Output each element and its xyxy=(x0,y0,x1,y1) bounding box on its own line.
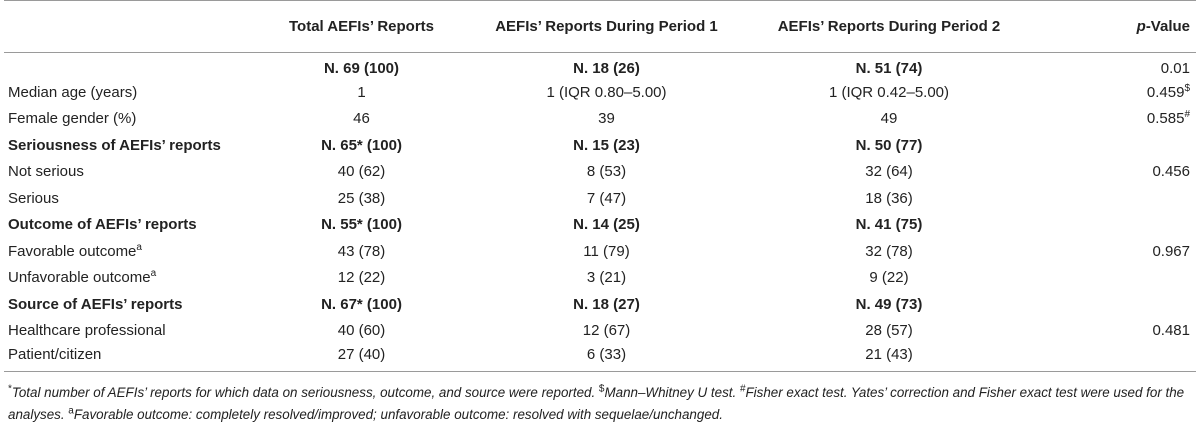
row-label-sup: a xyxy=(136,241,142,253)
header-label xyxy=(4,1,254,53)
cell-total-text: 40 (60) xyxy=(337,322,386,340)
cell-period2 xyxy=(744,132,1034,159)
cell-pvalue-text: 0.456 xyxy=(1152,163,1190,181)
table-row-patient xyxy=(4,344,1196,371)
cell-period2-text: 1 (IQR 0.42–5.00) xyxy=(828,83,950,101)
cell-period2 xyxy=(744,318,1034,345)
cell-period1 xyxy=(469,185,744,212)
cell-pvalue xyxy=(1034,159,1196,186)
cell-total-text: N. 69 (100) xyxy=(323,60,400,77)
header-pvalue xyxy=(1034,1,1196,53)
footnote-a-mark: a xyxy=(68,405,74,417)
row-label xyxy=(4,132,254,159)
row-label-text: Patient/citizen xyxy=(8,346,102,364)
cell-pvalue-text: 0.01 xyxy=(1160,60,1190,77)
row-label-text: Source of AEFIs’ reports xyxy=(8,295,183,313)
cell-total xyxy=(254,238,469,265)
cell-total-text: 40 (62) xyxy=(337,163,386,181)
cell-period2-text: 21 (43) xyxy=(865,346,913,364)
row-label-text: Outcome of AEFIs’ reports xyxy=(8,216,197,234)
cell-period2 xyxy=(744,185,1034,212)
row-label-text: Female gender (%) xyxy=(8,110,137,128)
cell-total-text: N. 67* (100) xyxy=(321,295,402,313)
cell-pvalue xyxy=(1034,79,1196,106)
cell-period2-text: 49 xyxy=(880,110,898,128)
row-label xyxy=(4,185,254,212)
row-label xyxy=(4,106,254,133)
footnote-a-text: Favorable outcome: completely resolved/improved; unfavorable outcome: resolved with sequelae/unchanged. xyxy=(73,406,723,422)
cell-pvalue xyxy=(1034,344,1196,371)
cell-period2-text: 32 (78) xyxy=(865,242,913,260)
cell-period1 xyxy=(469,106,744,133)
cell-period2 xyxy=(744,238,1034,265)
table-row-median-age xyxy=(4,79,1196,106)
cell-total xyxy=(254,106,469,133)
cell-period2-text: 9 (22) xyxy=(869,269,909,287)
cell-period1-text: N. 18 (27) xyxy=(573,295,640,313)
cell-total-text: 46 xyxy=(353,110,370,128)
cell-period1 xyxy=(469,291,744,318)
cell-pvalue xyxy=(1034,185,1196,212)
table-row-total xyxy=(4,53,1196,80)
cell-period1-text: 8 (53) xyxy=(586,163,627,181)
cell-period1-text: 3 (21) xyxy=(586,269,627,287)
cell-period1 xyxy=(469,212,744,239)
row-label-text: Not serious xyxy=(8,163,84,181)
row-label xyxy=(4,212,254,239)
cell-period2-text: N. 49 (73) xyxy=(855,295,923,313)
cell-period2 xyxy=(744,265,1034,292)
cell-period2 xyxy=(744,212,1034,239)
cell-total xyxy=(254,159,469,186)
cell-period1 xyxy=(469,265,744,292)
cell-period1-text: 12 (67) xyxy=(582,322,631,340)
row-label xyxy=(4,159,254,186)
cell-total xyxy=(254,185,469,212)
cell-pvalue-text: 0.459 xyxy=(1146,83,1185,101)
cell-total xyxy=(254,291,469,318)
cell-pvalue-sup: $ xyxy=(1184,82,1190,94)
row-label-sup: a xyxy=(150,268,157,280)
row-label xyxy=(4,238,254,265)
table-row-serious xyxy=(4,185,1196,212)
row-label-text: Healthcare professional xyxy=(8,322,166,340)
table-row-hcp xyxy=(4,318,1196,345)
cell-total-text: 12 (22) xyxy=(337,269,386,287)
cell-period1 xyxy=(469,318,744,345)
table-row-not-serious xyxy=(4,159,1196,186)
table-row-favorable xyxy=(4,238,1196,265)
cell-total-text: 1 xyxy=(357,83,366,101)
table-footnote xyxy=(4,372,1196,426)
row-label xyxy=(4,79,254,106)
cell-period2 xyxy=(744,79,1034,106)
cell-pvalue xyxy=(1034,291,1196,318)
cell-period2 xyxy=(744,344,1034,371)
cell-pvalue-text: 0.481 xyxy=(1152,322,1190,340)
cell-total-text: 43 (78) xyxy=(337,242,386,260)
table-row-unfavorable xyxy=(4,265,1196,292)
cell-total xyxy=(254,53,469,80)
cell-period2 xyxy=(744,291,1034,318)
row-label xyxy=(4,291,254,318)
cell-period1-text: N. 15 (23) xyxy=(573,136,640,154)
cell-period1-text: 39 xyxy=(598,110,615,128)
cell-period1 xyxy=(469,159,744,186)
cell-period2 xyxy=(744,53,1034,80)
header-pvalue-italic: p xyxy=(1136,18,1146,35)
table-row-seriousness xyxy=(4,132,1196,159)
cell-pvalue xyxy=(1034,238,1196,265)
cell-period1-text: N. 14 (25) xyxy=(573,216,640,234)
cell-period1-text: N. 18 (26) xyxy=(573,60,640,77)
cell-period2 xyxy=(744,106,1034,133)
cell-period1-text: 6 (33) xyxy=(586,346,627,364)
cell-total-text: N. 65* (100) xyxy=(321,136,402,154)
cell-period1 xyxy=(469,238,744,265)
header-pvalue-rest: -Value xyxy=(1145,18,1190,35)
cell-total xyxy=(254,79,469,106)
row-label-text: Favorable outcome xyxy=(8,242,137,260)
cell-pvalue-text: 0.967 xyxy=(1152,242,1190,260)
cell-period1 xyxy=(469,344,744,371)
cell-period1 xyxy=(469,132,744,159)
header-total: Total AEFIs’ Reports xyxy=(254,1,469,53)
cell-period2-text: N. 51 (74) xyxy=(855,60,923,77)
cell-total-text: 25 (38) xyxy=(337,189,386,207)
table-row-source xyxy=(4,291,1196,318)
cell-pvalue xyxy=(1034,106,1196,133)
cell-total-text: N. 55* (100) xyxy=(321,216,402,234)
cell-period1 xyxy=(469,79,744,106)
cell-period2-text: N. 41 (75) xyxy=(855,216,923,234)
cell-total xyxy=(254,132,469,159)
row-label-text: Median age (years) xyxy=(8,83,138,101)
row-label-text: Unfavorable outcome xyxy=(8,269,151,287)
table-row-female xyxy=(4,106,1196,133)
cell-period1-text: 1 (IQR 0.80–5.00) xyxy=(546,83,667,101)
cell-period2-text: 18 (36) xyxy=(865,189,913,207)
footnote-hash-text: Fisher exact test. Yates’ correction and Fisher exact test were used for the analyses. xyxy=(8,384,1185,422)
cell-period2-text: 28 (57) xyxy=(865,322,913,340)
header-period2: AEFIs’ Reports During Period 2 xyxy=(744,1,1034,53)
header-period1: AEFIs’ Reports During Period 1 xyxy=(469,1,744,53)
row-label xyxy=(4,53,254,80)
row-label xyxy=(4,344,254,371)
cell-total xyxy=(254,344,469,371)
cell-pvalue-text: 0.585 xyxy=(1146,110,1185,128)
aefi-reports-table xyxy=(4,0,1196,371)
cell-pvalue xyxy=(1034,265,1196,292)
row-label-text: Seriousness of AEFIs’ reports xyxy=(8,136,221,154)
row-label xyxy=(4,265,254,292)
footnote-star-mark: * xyxy=(8,383,12,395)
cell-total xyxy=(254,212,469,239)
footnote-hash-mark: # xyxy=(739,383,746,395)
table-row-outcome xyxy=(4,212,1196,239)
cell-period2-text: 32 (64) xyxy=(865,163,913,181)
cell-total xyxy=(254,318,469,345)
footnote-star-text: Total number of AEFIs’ reports for which data on seriousness, outcome, and source were reported. xyxy=(11,384,599,400)
cell-total xyxy=(254,265,469,292)
table-body xyxy=(4,53,1196,371)
row-label-text: Serious xyxy=(8,189,59,207)
cell-pvalue xyxy=(1034,212,1196,239)
cell-pvalue xyxy=(1034,132,1196,159)
cell-period2-text: N. 50 (77) xyxy=(855,136,923,154)
table-header-row xyxy=(4,1,1196,53)
cell-pvalue-sup: # xyxy=(1184,109,1190,121)
cell-total-text: 27 (40) xyxy=(337,346,386,364)
cell-pvalue xyxy=(1034,318,1196,345)
cell-pvalue xyxy=(1034,53,1196,80)
cell-period2 xyxy=(744,159,1034,186)
row-label xyxy=(4,318,254,345)
cell-period1-text: 7 (47) xyxy=(586,189,627,207)
footnote-dollar-text: Mann–Whitney U test. xyxy=(604,384,740,400)
cell-period1 xyxy=(469,53,744,80)
footnote-dollar-mark: $ xyxy=(598,383,605,395)
cell-period1-text: 11 (79) xyxy=(583,242,630,260)
